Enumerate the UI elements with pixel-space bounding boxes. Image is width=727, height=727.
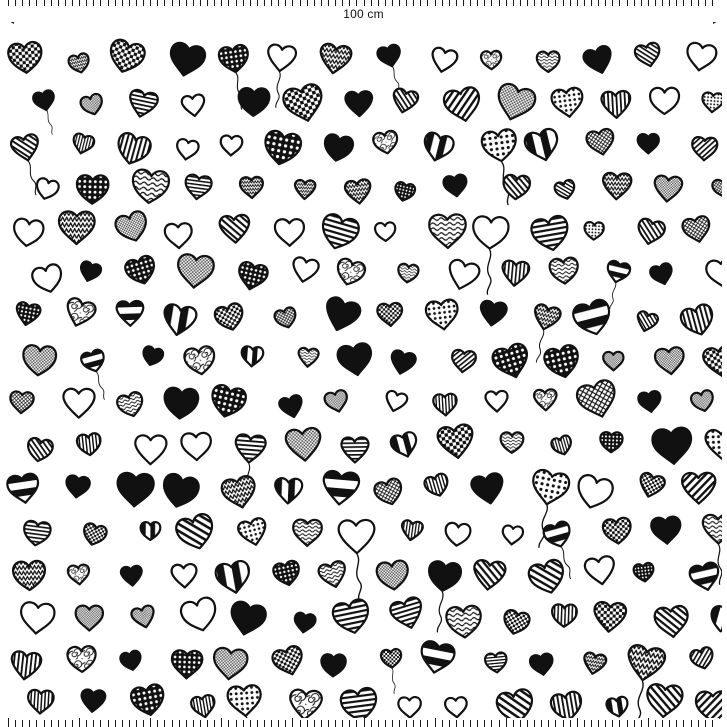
ruler-minor-tick [527, 720, 528, 727]
ruler-major-tick [364, 718, 365, 727]
ruler-minor-tick [477, 720, 478, 727]
ruler-minor-tick [705, 720, 706, 727]
ruler-minor-tick [698, 720, 699, 727]
ruler-minor-tick [100, 720, 101, 727]
ruler-minor-tick [406, 720, 407, 727]
ruler-minor-tick [186, 720, 187, 727]
ruler-minor-tick [65, 720, 66, 727]
ruler-minor-tick [136, 720, 137, 727]
heart-pattern-canvas [5, 34, 722, 722]
ruler-minor-tick [257, 720, 258, 727]
ruler-minor-tick [456, 720, 457, 727]
ruler-minor-tick [392, 720, 393, 727]
ruler-minor-tick [612, 720, 613, 727]
ruler-minor-tick [641, 720, 642, 727]
ruler-minor-tick [555, 720, 556, 727]
ruler-minor-tick [115, 720, 116, 727]
ruler-minor-tick [491, 720, 492, 727]
ruler-minor-tick [335, 720, 336, 727]
ruler-minor-tick [484, 720, 485, 727]
ruler-minor-tick [214, 720, 215, 727]
ruler-minor-tick [285, 720, 286, 727]
ruler-minor-tick [129, 720, 130, 727]
ruler-minor-tick [591, 720, 592, 727]
ruler-minor-tick [712, 720, 713, 727]
ruler-minor-tick [207, 720, 208, 727]
ruler-minor-tick [164, 720, 165, 727]
ruler-minor-tick [271, 720, 272, 727]
ruler-minor-tick [662, 720, 663, 727]
ruler-minor-tick [676, 720, 677, 727]
ruler-minor-tick [44, 720, 45, 727]
ruler-minor-tick [548, 720, 549, 727]
ruler-minor-tick [605, 720, 606, 727]
ruler-minor-tick [378, 720, 379, 727]
ruler-minor-tick [300, 720, 301, 727]
ruler-minor-tick [108, 720, 109, 727]
ruler-major-tick [435, 718, 436, 727]
ruler-minor-tick [356, 720, 357, 727]
ruler-minor-tick [122, 720, 123, 727]
ruler-minor-tick [328, 720, 329, 727]
ruler-minor-tick [541, 720, 542, 727]
measurement-ruler [0, 0, 727, 34]
ruler-minor-tick [264, 720, 265, 727]
ruler-minor-tick [157, 720, 158, 727]
ruler-minor-tick [93, 720, 94, 727]
ruler-minor-tick [513, 720, 514, 727]
ruler-major-tick [79, 718, 80, 727]
ruler-label [0, 6, 727, 22]
ruler-minor-tick [463, 720, 464, 727]
ruler-minor-tick [250, 720, 251, 727]
ruler-major-tick [150, 718, 151, 727]
ruler-minor-tick [58, 720, 59, 727]
ruler-minor-tick [278, 720, 279, 727]
ruler-minor-tick [399, 720, 400, 727]
bottom-ruler-ticks [8, 718, 719, 727]
ruler-minor-tick [72, 720, 73, 727]
ruler-minor-tick [691, 720, 692, 727]
ruler-minor-tick [228, 720, 229, 727]
ruler-minor-tick [29, 720, 30, 727]
ruler-minor-tick [683, 720, 684, 727]
ruler-minor-tick [584, 720, 585, 727]
ruler-minor-tick [172, 720, 173, 727]
ruler-minor-tick [420, 720, 421, 727]
ruler-label-text: 100 cm [337, 7, 390, 21]
ruler-minor-tick [22, 720, 23, 727]
ruler-minor-tick [349, 720, 350, 727]
ruler-minor-tick [371, 720, 372, 727]
ruler-minor-tick [427, 720, 428, 727]
ruler-minor-tick [51, 720, 52, 727]
ruler-minor-tick [385, 720, 386, 727]
ruler-minor-tick [179, 720, 180, 727]
ruler-minor-tick [627, 720, 628, 727]
ruler-minor-tick [470, 720, 471, 727]
ruler-major-tick [292, 718, 293, 727]
ruler-minor-tick [36, 720, 37, 727]
heart-pattern-svg [5, 34, 722, 722]
ruler-major-tick [648, 718, 649, 727]
ruler-minor-tick [563, 720, 564, 727]
ruler-major-tick [577, 718, 578, 727]
ruler-major-tick [221, 718, 222, 727]
ruler-minor-tick [342, 720, 343, 727]
ruler-minor-tick [570, 720, 571, 727]
ruler-major-tick [8, 718, 9, 727]
ruler-minor-tick [499, 720, 500, 727]
ruler-minor-tick [314, 720, 315, 727]
ruler-minor-tick [143, 720, 144, 727]
ruler-major-tick [506, 718, 507, 727]
ruler-minor-tick [520, 720, 521, 727]
ruler-minor-tick [236, 720, 237, 727]
ruler-minor-tick [634, 720, 635, 727]
ruler-minor-tick [442, 720, 443, 727]
ruler-minor-tick [655, 720, 656, 727]
ruler-minor-tick [534, 720, 535, 727]
ruler-minor-tick [619, 720, 620, 727]
ruler-minor-tick [200, 720, 201, 727]
ruler-minor-tick [413, 720, 414, 727]
ruler-minor-tick [15, 720, 16, 727]
ruler-minor-tick [449, 720, 450, 727]
ruler-minor-tick [86, 720, 87, 727]
ruler-minor-tick [598, 720, 599, 727]
ruler-minor-tick [669, 720, 670, 727]
ruler-minor-tick [243, 720, 244, 727]
ruler-minor-tick [321, 720, 322, 727]
ruler-minor-tick [307, 720, 308, 727]
ruler-minor-tick [193, 720, 194, 727]
